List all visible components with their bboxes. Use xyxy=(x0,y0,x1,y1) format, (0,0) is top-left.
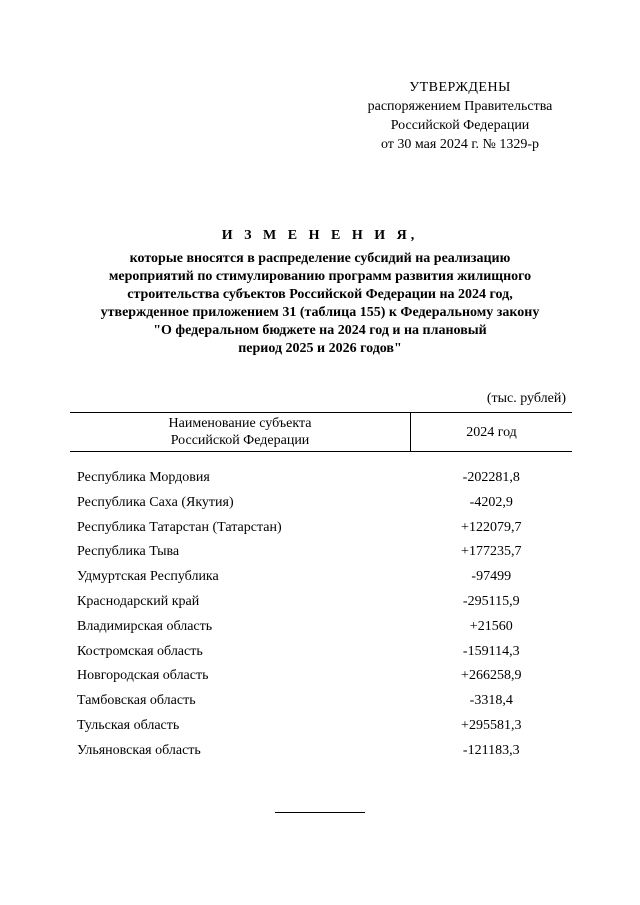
row-region: Тульская область xyxy=(77,717,180,733)
row-region: Костромская область xyxy=(77,643,203,659)
row-value: -202281,8 xyxy=(462,470,520,485)
subtitle-line-4: утвержденное приложением 31 (таблица 155) к Федеральному закону xyxy=(100,305,540,320)
footer-divider xyxy=(275,812,365,813)
table-row xyxy=(70,664,572,689)
row-value: -97499 xyxy=(471,569,512,585)
row-region: Владимирская область xyxy=(77,618,213,634)
row-region: Республика Мордовия xyxy=(77,470,210,485)
header-year: 2024 год xyxy=(411,413,573,452)
row-value: +295581,3 xyxy=(461,717,522,733)
document-title: И З М Е Н Е Н И Я, xyxy=(221,228,419,243)
subsidy-table-container xyxy=(70,412,572,764)
header-region-line-2: Российской Федерации xyxy=(170,433,310,448)
table-row xyxy=(70,540,572,565)
table-row xyxy=(70,714,572,739)
row-region: Краснодарский край xyxy=(77,593,200,609)
row-value: +266258,9 xyxy=(461,668,522,684)
table-row xyxy=(70,590,572,615)
row-value: -295115,9 xyxy=(462,593,520,609)
table-header-row xyxy=(70,413,572,452)
table-row xyxy=(70,466,572,491)
table-row xyxy=(70,615,572,640)
row-region: Тамбовская область xyxy=(77,693,196,709)
approval-heading: УТВЕРЖДЕНЫ xyxy=(409,80,511,95)
approval-block xyxy=(340,78,580,154)
row-value: +122079,7 xyxy=(461,519,522,535)
row-region: Республика Татарстан (Татарстан) xyxy=(77,519,282,535)
row-value: -4202,9 xyxy=(469,494,513,510)
subtitle-line-3: строительства субъектов Российской Федерации на 2024 год, xyxy=(127,287,513,302)
table-row xyxy=(70,516,572,541)
table-row xyxy=(70,640,572,665)
subsidy-table xyxy=(70,412,572,764)
row-value: +21560 xyxy=(469,618,513,634)
approval-line-2: Российской Федерации xyxy=(390,118,530,133)
header-region xyxy=(70,413,411,452)
table-row xyxy=(70,491,572,516)
table-row xyxy=(70,739,572,764)
header-region-line-1: Наименование субъекта xyxy=(168,416,312,431)
row-region: Республика Тыва xyxy=(77,544,180,560)
table-row xyxy=(70,689,572,714)
table-spacer-row xyxy=(70,452,572,467)
row-value: +177235,7 xyxy=(461,544,522,560)
subtitle-line-1: которые вносятся в распределение субсидий на реализацию xyxy=(129,251,511,266)
subtitle-line-2: мероприятий по стимулированию программ развития жилищного xyxy=(108,269,532,284)
subtitle-line-6: период 2025 и 2026 годов" xyxy=(238,341,402,356)
row-value: -121183,3 xyxy=(462,742,520,758)
row-region: Новгородская область xyxy=(77,668,209,684)
units-label: (тыс. рублей) xyxy=(486,391,566,406)
approval-line-3: от 30 мая 2024 г. № 1329-р xyxy=(380,137,540,152)
row-region: Удмуртская Республика xyxy=(77,569,219,585)
row-region: Республика Саха (Якутия) xyxy=(77,494,234,510)
row-value: -159114,3 xyxy=(462,643,520,659)
row-value: -3318,4 xyxy=(469,693,513,709)
row-region: Ульяновская область xyxy=(77,742,201,758)
document-subtitle xyxy=(70,250,570,358)
table-row xyxy=(70,565,572,590)
approval-line-1: распоряжением Правительства xyxy=(367,99,553,114)
subtitle-line-5: "О федеральном бюджете на 2024 год и на плановый xyxy=(153,323,487,338)
